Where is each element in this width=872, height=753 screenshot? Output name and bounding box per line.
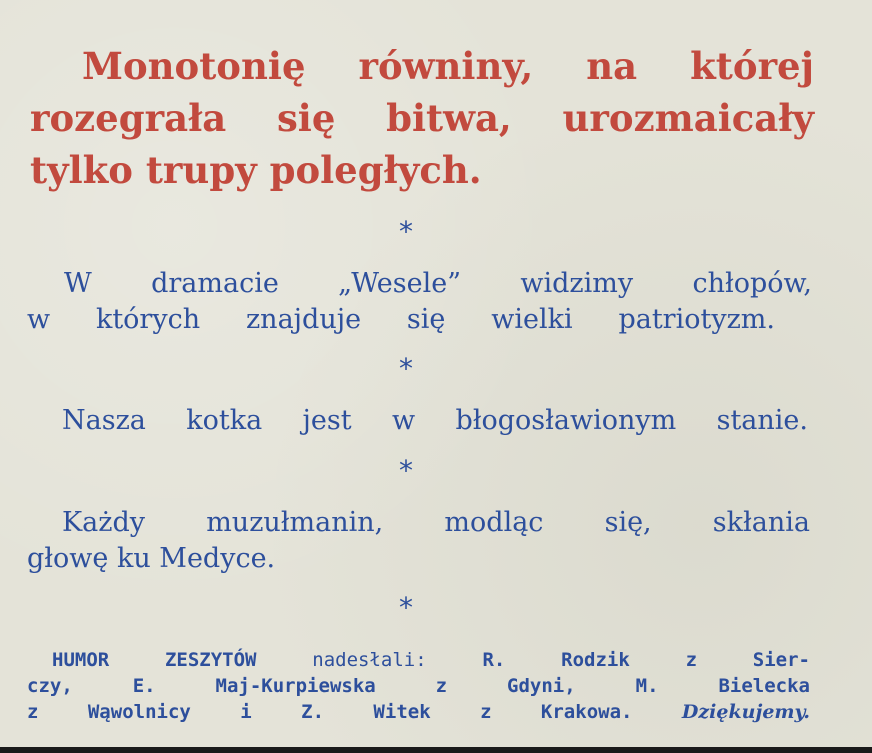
separator-asterisk: * <box>399 215 413 248</box>
credits-thanks: Dziękujemy. <box>681 701 810 723</box>
credits-names-1: R. Rodzik z Sier- <box>482 649 810 671</box>
headline-line-2: rozegrała się bitwa, urozmaicały <box>30 96 814 140</box>
credits-line-3 <box>27 699 810 725</box>
credits-names-3: z Wąwolnicy i Z. Witek z Krakowa. <box>27 701 633 723</box>
credits-line-2: czy, E. Maj-Kurpiewska z Gdyni, M. Bielecka <box>27 675 810 697</box>
quote-3-line-2: głowę ku Medyce. <box>27 543 276 574</box>
credits-lead: HUMOR ZESZYTÓW <box>52 649 257 671</box>
separator-asterisk: * <box>399 454 413 487</box>
quote-1-line-2: w których znajduje się wielki patriotyzm. <box>27 304 775 335</box>
headline-line-1: Monotonię równiny, na której <box>82 44 814 88</box>
page-bottom-edge <box>0 747 872 753</box>
quote-3-line-1: Każdy muzułmanin, modląc się, skłania <box>62 507 810 538</box>
separator-asterisk: * <box>399 352 413 385</box>
separator-asterisk: * <box>399 591 413 624</box>
credits-sent-by: nadesłali: <box>312 649 427 671</box>
headline-line-3: tylko trupy poległych. <box>30 148 482 192</box>
quote-2-line-1: Nasza kotka jest w błogosławionym stanie. <box>62 405 808 436</box>
quote-1-line-1: W dramacie „Wesele” widzimy chłopów, <box>64 268 812 299</box>
credits-line-1 <box>52 647 810 673</box>
